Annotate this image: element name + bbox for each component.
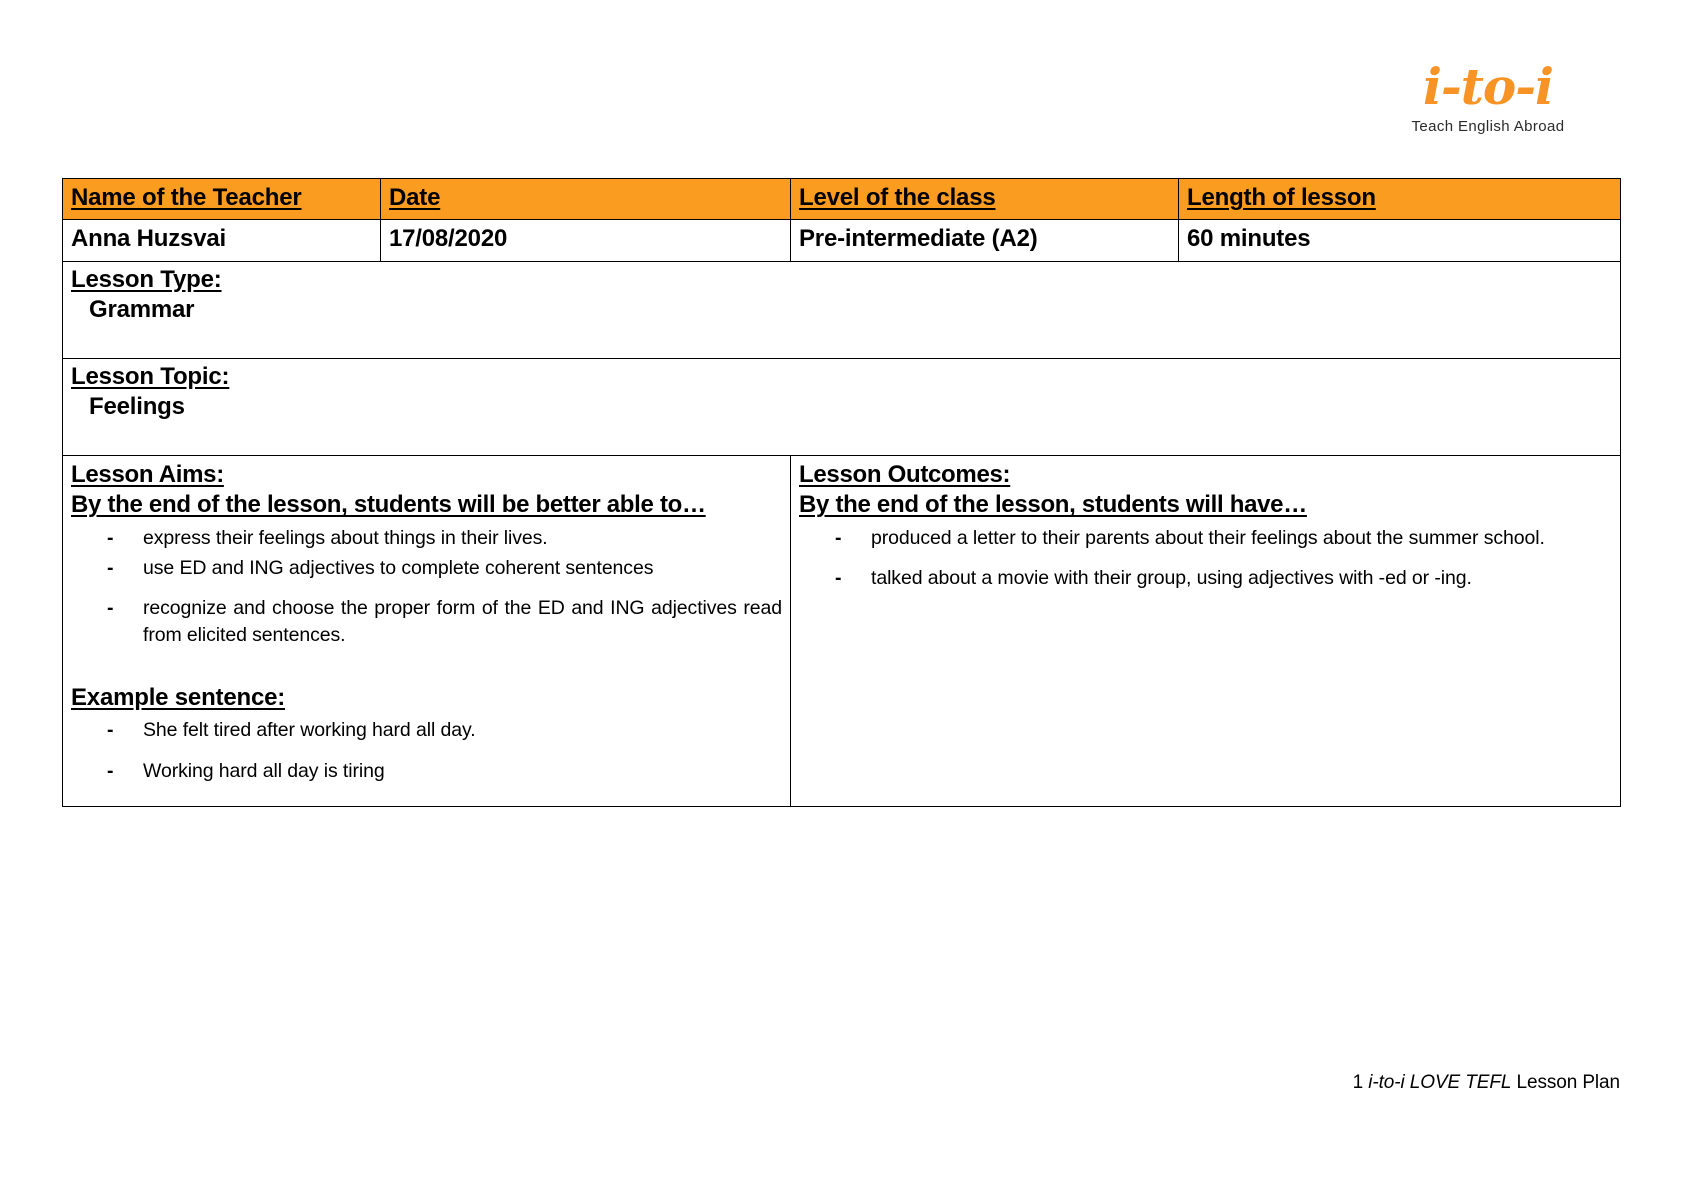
list-item-text: talked about a movie with their group, using adjectives with -ed or -ing. bbox=[871, 566, 1472, 589]
value-cell-level bbox=[791, 219, 1179, 261]
header-label-teacher: Name of the Teacher bbox=[71, 184, 302, 211]
header-cell-length bbox=[1179, 179, 1621, 220]
header-label-level: Level of the class bbox=[799, 184, 996, 211]
lesson-type-label: Lesson Type: bbox=[71, 265, 222, 293]
bullet-dash-icon: - bbox=[835, 527, 842, 550]
lesson-outcomes-list bbox=[799, 525, 1612, 592]
list-item bbox=[835, 525, 1612, 553]
lesson-outcomes-cell bbox=[791, 455, 1621, 806]
logo-wordmark: i-to-i bbox=[1423, 57, 1553, 116]
bullet-dash-icon: - bbox=[107, 596, 114, 619]
value-date: 17/08/2020 bbox=[389, 224, 508, 252]
lesson-outcomes-heading bbox=[799, 460, 1612, 491]
bullet-dash-icon: - bbox=[107, 760, 114, 783]
bullet-dash-icon: - bbox=[107, 556, 114, 579]
header-cell-date bbox=[381, 179, 791, 220]
header-cell-teacher bbox=[63, 179, 381, 220]
bullet-dash-icon: - bbox=[107, 527, 114, 550]
example-sentence-label: Example sentence: bbox=[71, 683, 286, 711]
lesson-type-cell bbox=[63, 261, 1621, 358]
lesson-topic-cell bbox=[63, 358, 1621, 455]
header-label-length: Length of lesson bbox=[1187, 184, 1376, 211]
value-level: Pre-intermediate (A2) bbox=[799, 224, 1038, 252]
value-cell-date bbox=[381, 219, 791, 261]
lesson-aims-list bbox=[71, 525, 782, 650]
lesson-topic-row bbox=[63, 358, 1621, 455]
list-item-text: express their feelings about things in their lives. bbox=[143, 527, 548, 550]
list-item-text: use ED and ING adjectives to complete coherent sentences bbox=[143, 556, 654, 579]
footer-brand: i-to-i LOVE TEFL bbox=[1368, 1072, 1512, 1093]
list-item bbox=[835, 565, 1612, 593]
header-label-date: Date bbox=[389, 184, 441, 211]
list-item bbox=[107, 758, 782, 786]
list-item bbox=[107, 717, 782, 745]
list-item-text: Working hard all day is tiring bbox=[143, 760, 385, 783]
lesson-outcomes-label: Lesson Outcomes: bbox=[799, 460, 1011, 488]
value-length: 60 minutes bbox=[1187, 224, 1311, 252]
lesson-aims-cell bbox=[63, 455, 791, 806]
lesson-aims-lead-line bbox=[71, 490, 782, 521]
example-sentence-list bbox=[71, 717, 782, 786]
example-sentence-heading bbox=[71, 684, 782, 713]
value-teacher: Anna Huzsvai bbox=[71, 224, 226, 252]
lesson-aims-label: Lesson Aims: bbox=[71, 460, 224, 488]
aims-outcomes-row bbox=[63, 455, 1621, 806]
lesson-outcomes-lead-line bbox=[799, 490, 1612, 521]
list-item-text: She felt tired after working hard all day. bbox=[143, 718, 476, 741]
bullet-dash-icon: - bbox=[107, 718, 114, 741]
list-item-text: recognize and choose the proper form of the ED and ING adjectives read from elicited sentences. bbox=[143, 596, 782, 647]
list-item-text: produced a letter to their parents about their feelings about the summer school. bbox=[871, 527, 1545, 550]
footer-page-number: 1 bbox=[1352, 1072, 1364, 1093]
lesson-aims-heading bbox=[71, 460, 782, 491]
bullet-dash-icon: - bbox=[835, 566, 842, 589]
logo-tagline: Teach English Abroad bbox=[1411, 118, 1565, 135]
lesson-topic-value: Feelings bbox=[89, 392, 185, 420]
table-value-row bbox=[63, 219, 1621, 261]
lesson-type-row bbox=[63, 261, 1621, 358]
header-cell-level bbox=[791, 179, 1179, 220]
lesson-aims-lead: By the end of the lesson, students will be better able to… bbox=[71, 491, 706, 519]
lesson-type-value: Grammar bbox=[89, 295, 195, 323]
lesson-topic-label: Lesson Topic: bbox=[71, 362, 230, 390]
value-cell-length bbox=[1179, 219, 1621, 261]
brand-logo bbox=[1378, 57, 1598, 135]
footer-suffix: Lesson Plan bbox=[1516, 1072, 1620, 1093]
table-header-row bbox=[63, 179, 1621, 220]
page-footer bbox=[0, 1072, 1620, 1094]
value-cell-teacher bbox=[63, 219, 381, 261]
list-item bbox=[107, 555, 782, 583]
list-item bbox=[107, 595, 782, 650]
list-item bbox=[107, 525, 782, 553]
lesson-plan-table bbox=[62, 178, 1621, 807]
lesson-outcomes-lead: By the end of the lesson, students will have… bbox=[799, 491, 1307, 519]
